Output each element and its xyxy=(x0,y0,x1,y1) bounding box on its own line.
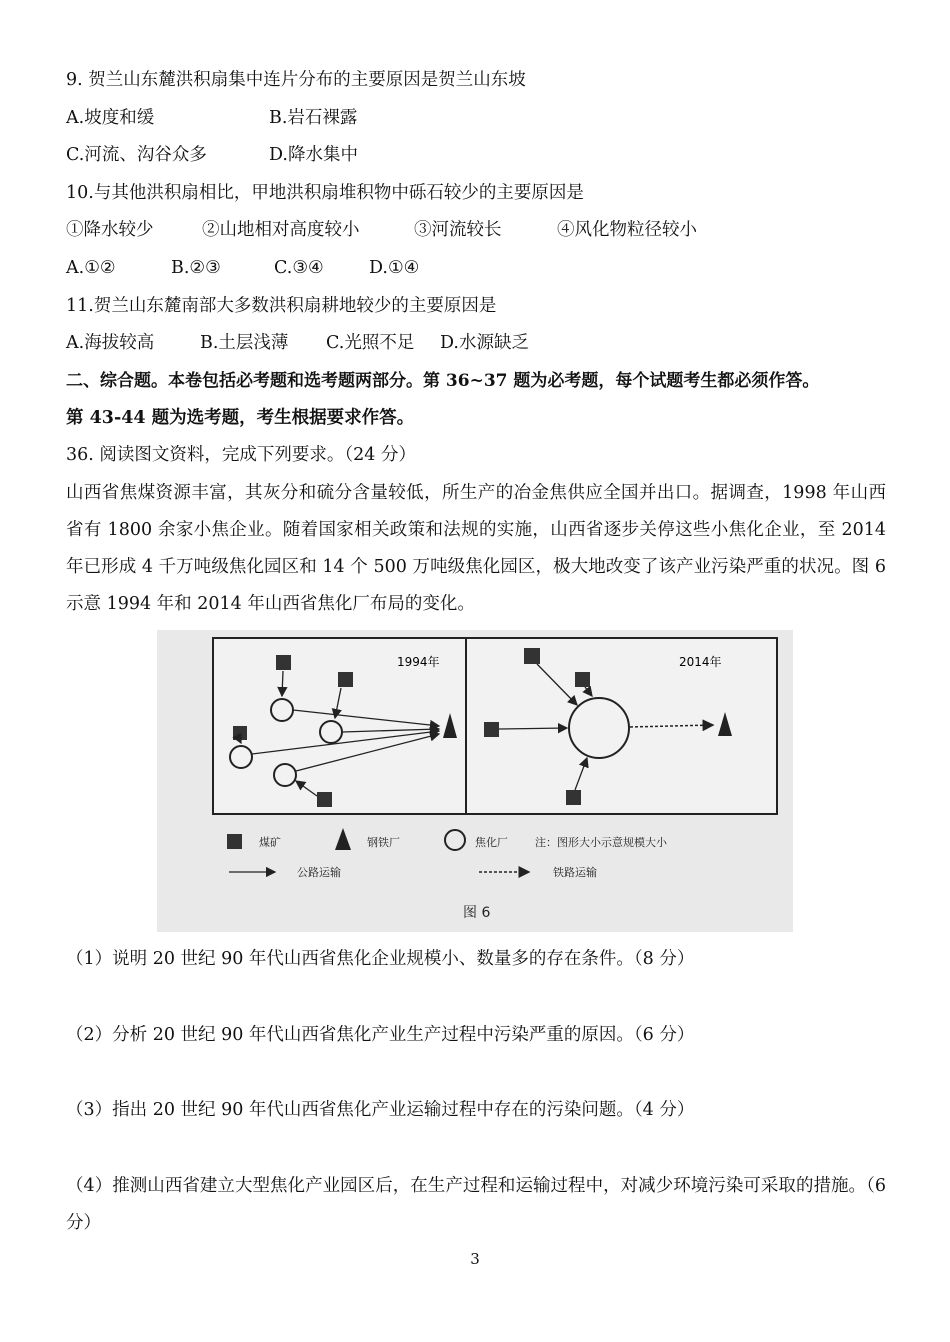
q9-stem: 9. 贺兰山东麓洪积扇集中连片分布的主要原因是贺兰山东坡 xyxy=(66,70,526,90)
q36-sub4: （4）推测山西省建立大型焦化产业园区后，在生产过程和运输过程中，对减少环境污染可采取的措施。（6 分） xyxy=(66,1176,886,1233)
q11-option-b: B.土层浅薄 xyxy=(200,333,289,353)
coal-mine-icon xyxy=(575,672,590,687)
q10-item-1: ①降水较少 xyxy=(66,220,154,240)
q36-sub2: （2）分析 20 世纪 90 年代山西省焦化产业生产过程中污染严重的原因。（6 分） xyxy=(66,1025,695,1045)
legend-rail-label: 铁路运输 xyxy=(553,866,597,879)
coking-plant-icon xyxy=(271,699,293,721)
coking-plant-icon xyxy=(274,764,296,786)
q9-option-b: B.岩石裸露 xyxy=(269,108,358,128)
q9-option-c: C.河流、沟谷众多 xyxy=(66,145,207,165)
q36-sub1: （1）说明 20 世纪 90 年代山西省焦化企业规模小、数量多的存在条件。（8 分） xyxy=(66,949,695,969)
q11-stem: 11.贺兰山东麓南部大多数洪积扇耕地较少的主要原因是 xyxy=(66,296,497,316)
section2-line1: 二、综合题。本卷包括必考题和选考题两部分。第 36~37 题为必考题，每个试题考生都必须作答。 xyxy=(66,371,820,391)
q10-option-d: D.①④ xyxy=(369,258,420,278)
legend-coal-label: 煤矿 xyxy=(259,836,281,849)
q10-stem: 10.与其他洪积扇相比，甲地洪积扇堆积物中砾石较少的主要原因是 xyxy=(66,183,584,203)
legend-steel-label: 钢铁厂 xyxy=(367,836,400,849)
coal-mine-icon xyxy=(338,672,353,687)
q36-sub3: （3）指出 20 世纪 90 年代山西省焦化产业运输过程中存在的污染问题。（4 分） xyxy=(66,1100,695,1120)
coking-park-icon xyxy=(569,698,629,758)
coal-mine-icon xyxy=(524,648,540,664)
q36-passage: 山西省焦煤资源丰富，其灰分和硫分含量较低，所生产的冶金焦供应全国并出口。据调查，1998 年山西省有 1800 余家小焦企业。随着国家相关政策和法规的实施，山西省逐步关停这些小焦化企业，至 2014 年已形成 4 千万吨级焦化园区和 14 个 500 万吨级焦化园区，极大地改变了该产业污染严重的状况。图 6 示意 1994 年和 2014 年山西省焦化厂布局的变化。 xyxy=(66,483,886,614)
legend-coking-label: 焦化厂 xyxy=(475,836,508,849)
q10-items xyxy=(66,218,697,242)
q9-option-d: D.降水集中 xyxy=(269,145,358,165)
q9-options-row1 xyxy=(66,106,357,130)
panel-right-label: 2014年 xyxy=(679,655,722,669)
road-arrow xyxy=(240,741,241,743)
section2-line2: 第 43-44 题为选考题，考生根据要求作答。 xyxy=(66,408,415,428)
legend-coal-icon xyxy=(227,834,242,849)
q11-option-a: A.海拔较高 xyxy=(66,333,155,353)
q9-options-row2 xyxy=(66,143,358,167)
q11-option-c: C.光照不足 xyxy=(326,333,415,353)
q10-item-4: ④风化物粒径较小 xyxy=(557,220,697,240)
q11-options xyxy=(66,331,529,355)
figure-6 xyxy=(157,630,793,932)
legend-road-label: 公路运输 xyxy=(297,866,341,879)
q10-options xyxy=(66,256,419,280)
coal-mine-icon xyxy=(317,792,332,807)
q10-item-3: ③河流较长 xyxy=(414,220,502,240)
coal-mine-icon xyxy=(566,790,581,805)
coking-plant-icon xyxy=(230,746,252,768)
page-number: 3 xyxy=(470,1250,480,1268)
coal-mine-icon xyxy=(233,726,247,740)
q10-option-b: B.②③ xyxy=(171,258,221,278)
q11-option-d: D.水源缺乏 xyxy=(440,333,529,353)
legend-note: 注：图形大小示意规模大小 xyxy=(535,836,667,849)
q10-option-a: A.①② xyxy=(66,258,116,278)
figure-caption: 图 6 xyxy=(463,905,491,921)
coal-mine-icon xyxy=(484,722,499,737)
q10-item-2: ②山地相对高度较小 xyxy=(202,220,360,240)
panel-left-label: 1994年 xyxy=(397,655,440,669)
q9-option-a: A.坡度和缓 xyxy=(66,108,155,128)
coking-plant-icon xyxy=(320,721,342,743)
q10-option-c: C.③④ xyxy=(274,258,324,278)
coal-mine-icon xyxy=(276,655,291,670)
q36-title: 36. 阅读图文资料，完成下列要求。（24 分） xyxy=(66,445,416,465)
